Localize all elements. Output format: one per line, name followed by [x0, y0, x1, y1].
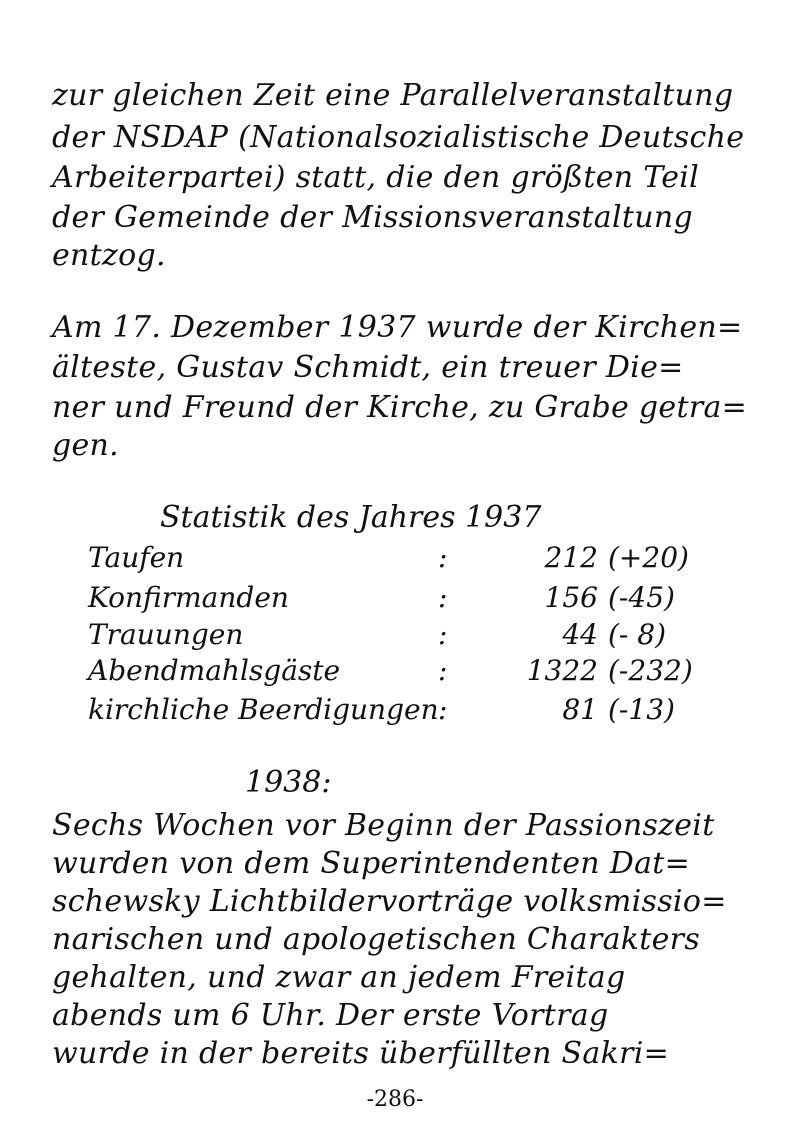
statistics-row [88, 617, 728, 657]
statistics-value: 1322 [526, 654, 598, 687]
statistics-label: Konfirmanden [88, 581, 289, 614]
statistics-change: (+20) [608, 541, 689, 574]
statistics-change: (- 8) [608, 618, 667, 651]
paragraph-1-line-2: der NSDAP (Nationalsozialistische Deutsche [52, 120, 745, 155]
statistics-label: kirchliche Beerdigungen [88, 693, 439, 726]
paragraph-3-line-7: wurde in der bereits überfüllten Sakri= [52, 1036, 670, 1071]
paragraph-3-line-2: wurden von dem Superintendenten Dat= [52, 846, 691, 881]
statistics-label: Abendmahlsgäste [88, 654, 341, 687]
paragraph-1-line-4: der Gemeinde der Missionsveranstaltung [52, 200, 693, 235]
statistics-title: Statistik des Jahres 1937 [160, 500, 542, 535]
statistics-row [88, 692, 728, 732]
paragraph-1-line-5: entzog. [52, 238, 166, 273]
paragraph-3-line-1: Sechs Wochen vor Beginn der Passionszeit [52, 808, 715, 843]
statistics-colon: : [438, 541, 448, 574]
statistics-colon: : [438, 581, 448, 614]
statistics-value: 44 [562, 618, 598, 651]
statistics-colon: : [438, 693, 448, 726]
statistics-row [88, 580, 728, 620]
paragraph-1-line-3: Arbeiterpartei) statt, die den größten Teil [52, 160, 700, 195]
paragraph-2-line-1: Am 17. Dezember 1937 wurde der Kirchen= [52, 310, 743, 345]
paragraph-3-line-3: schewsky Lichtbildervorträge volksmissio= [52, 884, 727, 919]
statistics-value: 156 [544, 581, 598, 614]
statistics-row [88, 540, 728, 580]
year-heading: 1938: [245, 765, 332, 800]
paragraph-3-line-6: abends um 6 Uhr. Der erste Vortrag [52, 998, 609, 1033]
statistics-value: 212 [544, 541, 598, 574]
paragraph-1-line-1: zur gleichen Zeit eine Parallelveranstaltung [52, 78, 734, 113]
statistics-change: (-232) [608, 654, 693, 687]
paragraph-3-line-5: gehalten, und zwar an jedem Freitag [52, 960, 626, 995]
statistics-row [88, 653, 728, 693]
statistics-change: (-13) [608, 693, 675, 726]
statistics-change: (-45) [608, 581, 675, 614]
statistics-value: 81 [562, 693, 598, 726]
statistics-colon: : [438, 654, 448, 687]
statistics-label: Taufen [88, 541, 185, 574]
paragraph-2-line-2: älteste, Gustav Schmidt, ein treuer Die= [52, 350, 684, 385]
page-number: -286- [366, 1087, 424, 1112]
paragraph-3-line-4: narischen und apologetischen Charakters [52, 922, 701, 957]
statistics-colon: : [438, 618, 448, 651]
paragraph-2-line-3: ner und Freund der Kirche, zu Grabe getra= [52, 390, 748, 425]
statistics-label: Trauungen [88, 618, 244, 651]
paragraph-2-line-4: gen. [52, 428, 120, 463]
